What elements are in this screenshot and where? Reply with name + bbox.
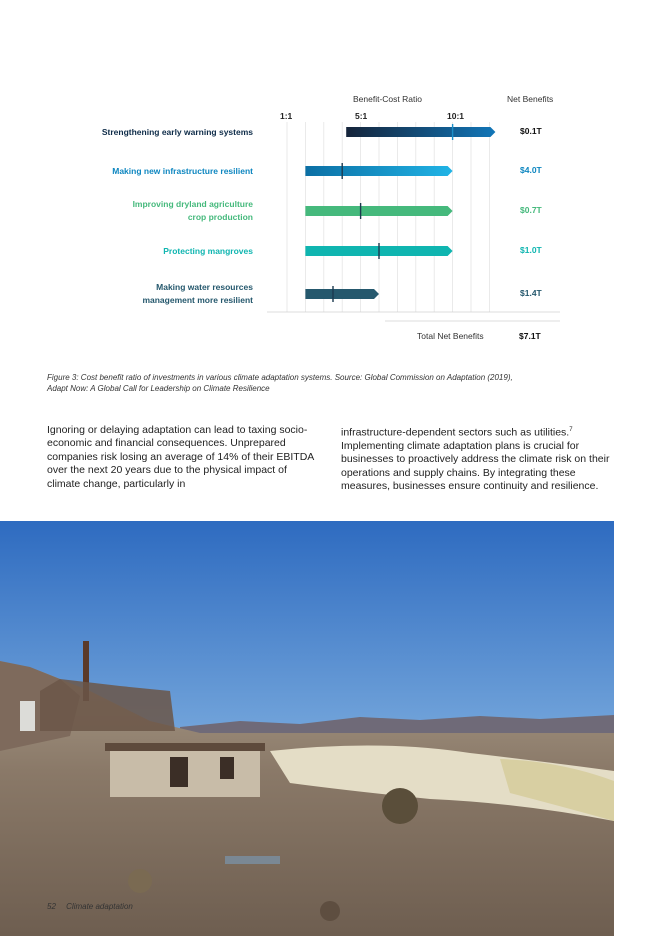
footnote-ref: 7 [569,427,573,433]
category-label-5 [142,281,253,307]
chart-canvas [0,0,662,360]
body-right-end: Implementing climate adaptation plans is crucial for businesses to proactively address the climate risk on their operations and supply chains. By integrating these measures, businesses ensure continuity and resilience. [341,439,610,493]
chart-title: Benefit-Cost Ratio [353,94,422,104]
bar-1 [346,127,495,137]
category-label-1 [102,126,253,139]
net-benefit-value-1: $0.1T [520,126,542,136]
bar-5 [305,289,379,299]
net-benefit-value-3: $0.7T [520,205,542,215]
category-label-4 [163,245,253,258]
net-benefit-value-4: $1.0T [520,245,542,255]
body-right-start: infrastructure-dependent sectors such as utilities. [341,426,570,439]
category-label-line: crop production [187,212,253,222]
footer-section-title: Climate adaptation [66,902,133,911]
tick-label-1-1: 1:1 [280,111,293,121]
caption-line-2: Adapt Now: A Global Call for Leadership on Climate Resilience [47,384,270,393]
tick-label-5-1: 5:1 [355,111,368,121]
benefit-cost-chart [0,0,662,360]
category-label-line: management more resilient [142,295,253,305]
total-net-benefits-label: Total Net Benefits [417,331,484,341]
category-label-line: Making new infrastructure resilient [112,165,253,176]
category-label-line: Improving dryland agriculture [132,199,253,209]
page-footer [47,902,133,911]
figure-caption [47,372,587,394]
net-benefit-value-5: $1.4T [520,288,542,298]
desert-landscape-photo [0,521,614,936]
category-label-2 [112,165,253,178]
bar-2 [305,166,452,176]
category-label-line: Making water resources [156,282,253,292]
tick-label-10-1: 10:1 [447,111,465,121]
body-column-right [341,424,611,494]
total-net-benefits-value: $7.1T [519,331,541,341]
category-label-line: Protecting mangroves [163,245,253,256]
category-label-line: Strengthening early warning systems [101,126,253,137]
body-column-left: Ignoring or delaying adaptation can lead to taxing socio-economic and financial consequences. Unprepared companies risk losing an average of 14% of their EBITDA over the next 20 years due to the physical impact of climate change, particularly in [47,424,314,490]
page-number: 52 [47,902,56,911]
net-benefits-header: Net Benefits [507,94,554,104]
category-label-3 [133,198,253,224]
bar-3 [305,206,452,216]
caption-line-1: Figure 3: Cost benefit ratio of investments in various climate adaptation systems. Source: Global Commission on Adaptation (2019), [47,373,513,382]
net-benefit-value-2: $4.0T [520,165,542,175]
